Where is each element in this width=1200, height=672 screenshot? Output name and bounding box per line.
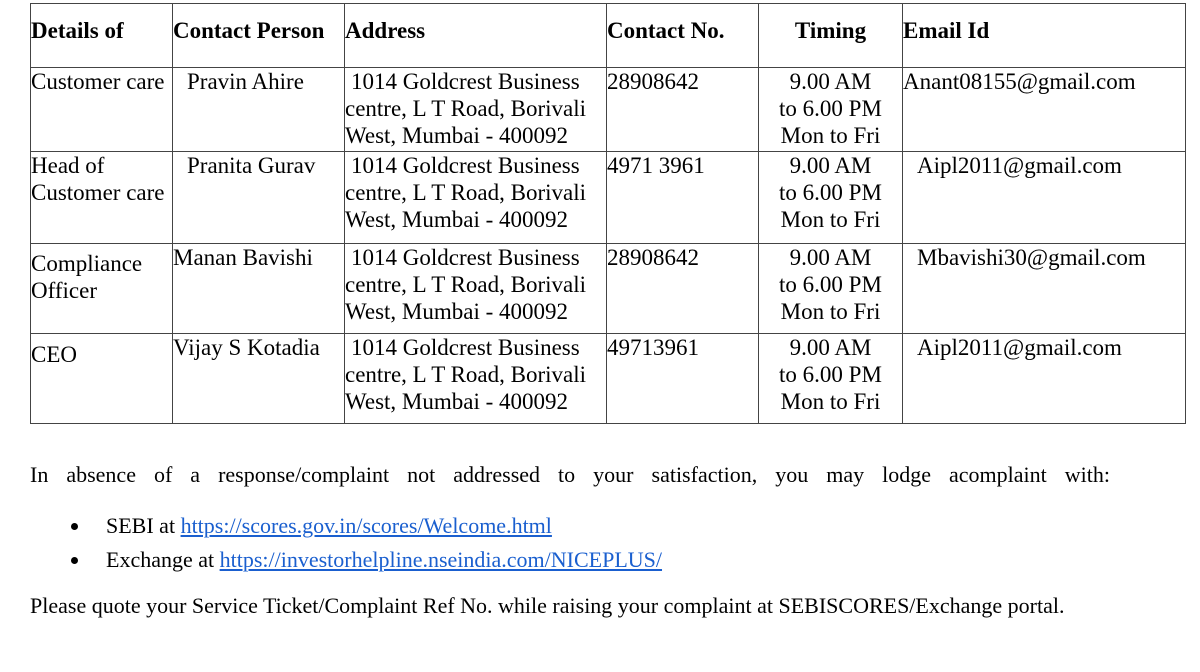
timing-cell	[759, 68, 903, 152]
person-cell: Vijay S Kotadia	[173, 334, 345, 424]
address-line: centre, L T Road, Borivali	[345, 362, 587, 387]
table-header-row	[31, 4, 1186, 68]
header-contact-no: Contact No.	[607, 4, 759, 68]
complaint-channels-list	[30, 509, 662, 577]
timing-line: Mon to Fri	[780, 389, 881, 414]
email-cell: Aipl2011@gmail.com	[903, 334, 1186, 424]
timing-line: to 6.00 PM	[779, 180, 882, 205]
details-cell: Customer care	[31, 68, 173, 152]
timing-line: 9.00 AM	[789, 245, 872, 270]
timing-line: 9.00 AM	[789, 153, 872, 178]
address-cell	[345, 68, 607, 152]
address-line: 1014 Goldcrest Business	[351, 153, 580, 178]
address-line: centre, L T Road, Borivali	[345, 96, 587, 121]
address-line: 1014 Goldcrest Business	[351, 69, 580, 94]
header-email-id: Email Id	[903, 4, 1186, 68]
address-line: West, Mumbai - 400092	[345, 389, 569, 414]
header-details-of: Details of	[31, 4, 173, 68]
table-row	[31, 334, 1186, 424]
address-line: West, Mumbai - 400092	[345, 299, 569, 324]
contact-details-table	[30, 3, 1186, 424]
absence-paragraph: In absence of a response/complaint not addressed to your satisfaction, you may lodge acomplaint with:	[30, 462, 1110, 487]
list-item	[30, 543, 662, 577]
email-cell: Mbavishi30@gmail.com	[903, 244, 1186, 334]
bullet-icon	[71, 523, 78, 530]
address-line: West, Mumbai - 400092	[345, 207, 569, 232]
header-address: Address	[345, 4, 607, 68]
address-line: West, Mumbai - 400092	[345, 123, 569, 148]
timing-line: to 6.00 PM	[779, 272, 882, 297]
bullet-icon	[71, 557, 78, 564]
address-cell	[345, 244, 607, 334]
contact-number-cell: 28908642	[607, 244, 759, 334]
table-row	[31, 68, 1186, 152]
table-row	[31, 244, 1186, 334]
address-cell	[345, 334, 607, 424]
timing-line: Mon to Fri	[780, 123, 881, 148]
timing-line: to 6.00 PM	[779, 362, 882, 387]
nse-investor-helpline-link[interactable]: https://investorhelpline.nseindia.com/NICEPLUS/	[219, 547, 663, 572]
timing-line: to 6.00 PM	[779, 96, 882, 121]
address-line: centre, L T Road, Borivali	[345, 272, 587, 297]
header-contact-person: Contact Person	[173, 4, 345, 68]
sebi-scores-link[interactable]: https://scores.gov.in/scores/Welcome.html	[180, 513, 552, 538]
contact-number-cell: 28908642	[607, 68, 759, 152]
address-line: centre, L T Road, Borivali	[345, 180, 587, 205]
bullet-prefix: Exchange at	[106, 547, 220, 572]
timing-line: Mon to Fri	[780, 299, 881, 324]
timing-line: Mon to Fri	[780, 207, 881, 232]
list-item	[30, 509, 662, 543]
timing-line: 9.00 AM	[789, 69, 872, 94]
quote-paragraph: Please quote your Service Ticket/Complaint Ref No. while raising your complaint at SEBISCORES/Exchange portal.	[30, 593, 1065, 618]
contact-number-cell: 49713961	[607, 334, 759, 424]
details-cell: Compliance Officer	[31, 244, 173, 334]
table-row	[31, 152, 1186, 244]
person-cell: Manan Bavishi	[173, 244, 345, 334]
person-cell: Pranita Gurav	[173, 152, 345, 244]
timing-cell	[759, 334, 903, 424]
timing-cell	[759, 152, 903, 244]
address-line: 1014 Goldcrest Business	[351, 245, 580, 270]
address-line: 1014 Goldcrest Business	[351, 335, 580, 360]
email-cell: Anant08155@gmail.com	[903, 68, 1186, 152]
details-cell: Head of Customer care	[31, 152, 173, 244]
timing-cell	[759, 244, 903, 334]
details-cell: CEO	[31, 334, 173, 424]
bullet-prefix: SEBI at	[106, 513, 181, 538]
timing-line: 9.00 AM	[789, 335, 872, 360]
address-cell	[345, 152, 607, 244]
person-cell: Pravin Ahire	[173, 68, 345, 152]
header-timing: Timing	[759, 4, 903, 68]
contact-number-cell: 4971 3961	[607, 152, 759, 244]
email-cell: Aipl2011@gmail.com	[903, 152, 1186, 244]
